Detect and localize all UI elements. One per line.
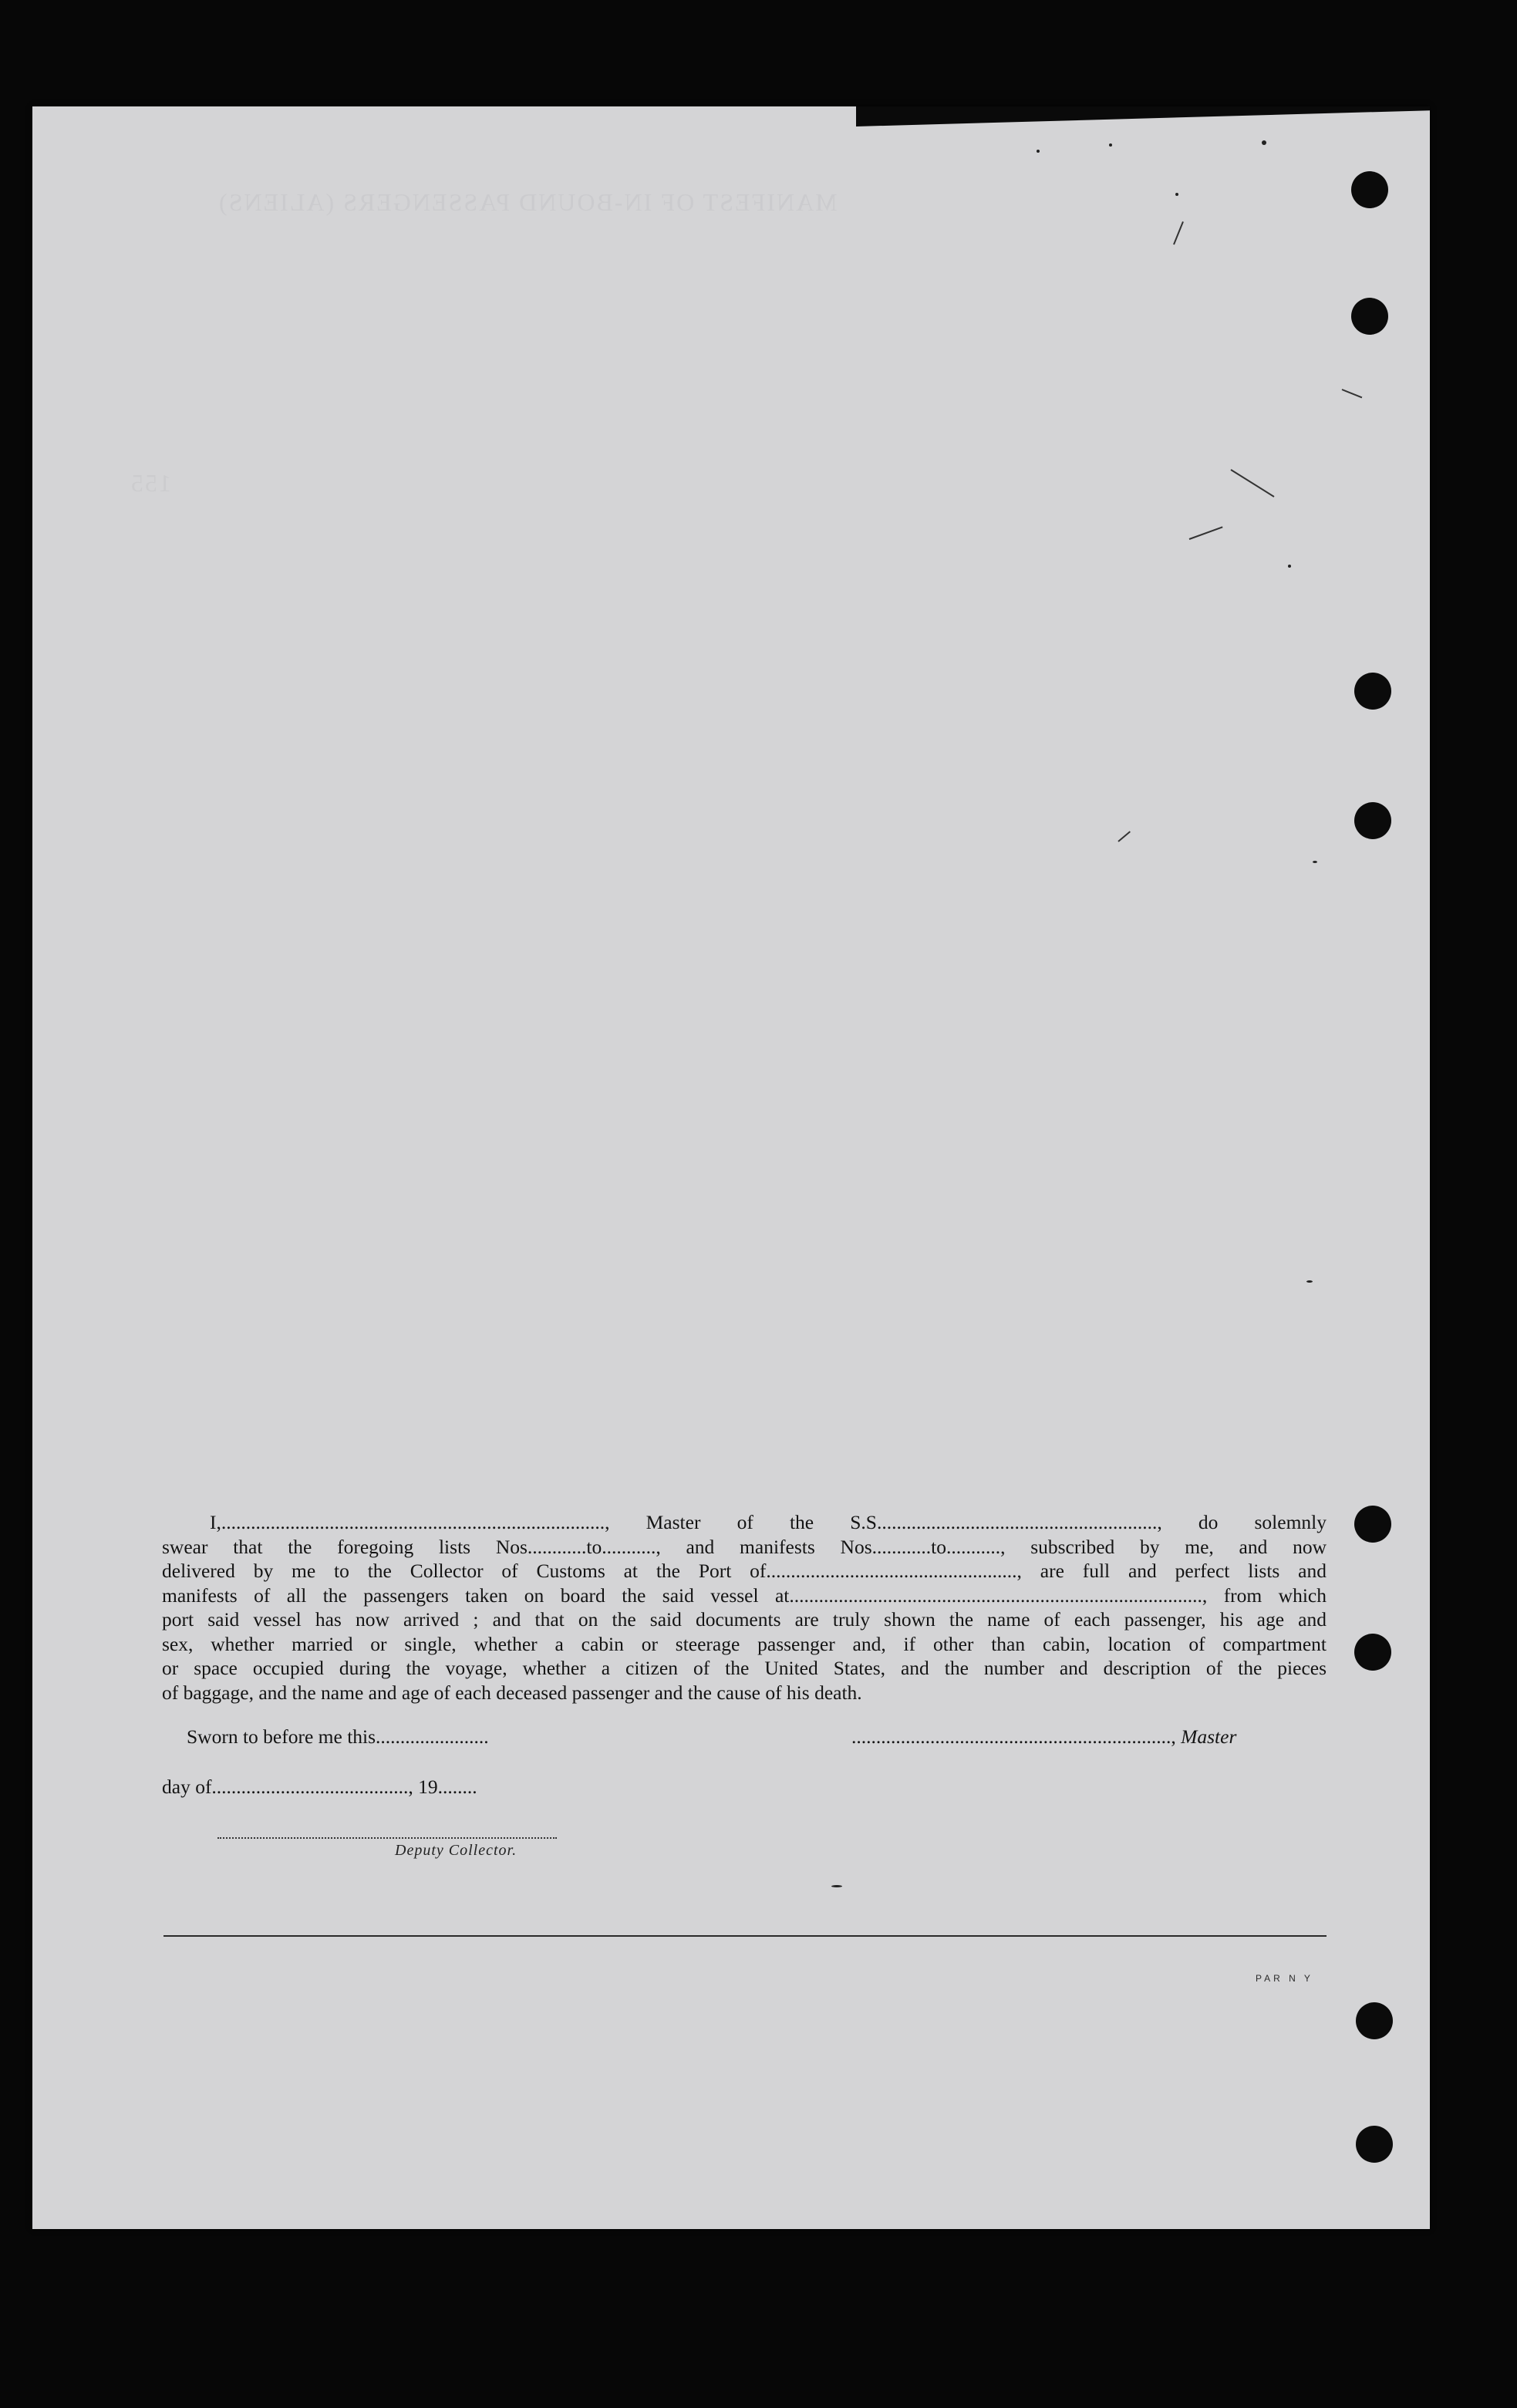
ghost-side-number: 155 [130,469,171,497]
oath-line: I,.............................................................................., Master of the S.S........................................................., do solemnly [210,1511,1327,1533]
punch-hole [1356,2126,1393,2163]
scratch-mark [1118,831,1131,841]
oath-line: manifests of all the passengers taken on board the said vessel at...................................................................................., from which [162,1583,1327,1607]
speck [1175,193,1178,196]
speck [1262,140,1266,145]
oath-line: port said vessel has now arrived ; and that on the said documents are truly shown the name of each passenger, his age and [162,1608,1327,1631]
speck [1109,143,1112,147]
oath-line: swear that the foregoing lists Nos............to..........., and manifests Nos............to..........., subscribed by me, and now [162,1535,1327,1558]
oath-line: sex, whether married or single, whether a cabin or steerage passenger and, if other than cabin, location of compartment [162,1632,1327,1655]
master-oath-paragraph [162,1510,1327,1705]
deputy-collector-label: Deputy Collector. [395,1842,517,1859]
deputy-collector-signature-rule [217,1837,557,1839]
master-label: Master [1181,1725,1237,1748]
document-page [32,106,1430,2229]
punch-hole [1354,673,1391,710]
scratch-mark [1230,469,1274,497]
master-signature-line [851,1725,1236,1749]
oath-line: delivered by me to the Collector of Customs at the Port of..................................................., are full and perfect lists and [162,1560,1327,1582]
scratch-mark [1189,526,1223,540]
punch-hole [1356,2002,1393,2039]
ghost-header-bleedthrough: MANIFEST OF IN-BOUND PASSENGERS (ALIENS) [217,188,838,216]
punch-hole [1354,802,1391,839]
speck [1306,1280,1313,1283]
punch-hole [1354,1506,1391,1543]
sworn-before-line: Sworn to before me this....................... [187,1725,489,1748]
speck [1313,861,1317,863]
oath-line: or space occupied during the voyage, whether a citizen of the United States, and the number and description of the pieces [162,1657,1327,1679]
day-of-line: day of........................................, 19........ [162,1776,477,1798]
speck [831,1885,842,1887]
speck [1288,565,1291,568]
oath-line: of baggage, and the name and age of each deceased passenger and the cause of his death. [162,1681,862,1704]
scratch-mark [1173,221,1184,245]
scratch-mark [1342,389,1363,398]
punch-hole [1351,298,1388,335]
master-signature-dots: ................................................................., [851,1725,1176,1748]
printer-mark: PAR N Y [1256,1973,1313,1984]
punch-hole [1351,171,1388,208]
speck [1037,150,1040,153]
punch-hole [1354,1634,1391,1671]
bottom-rule [163,1935,1327,1937]
